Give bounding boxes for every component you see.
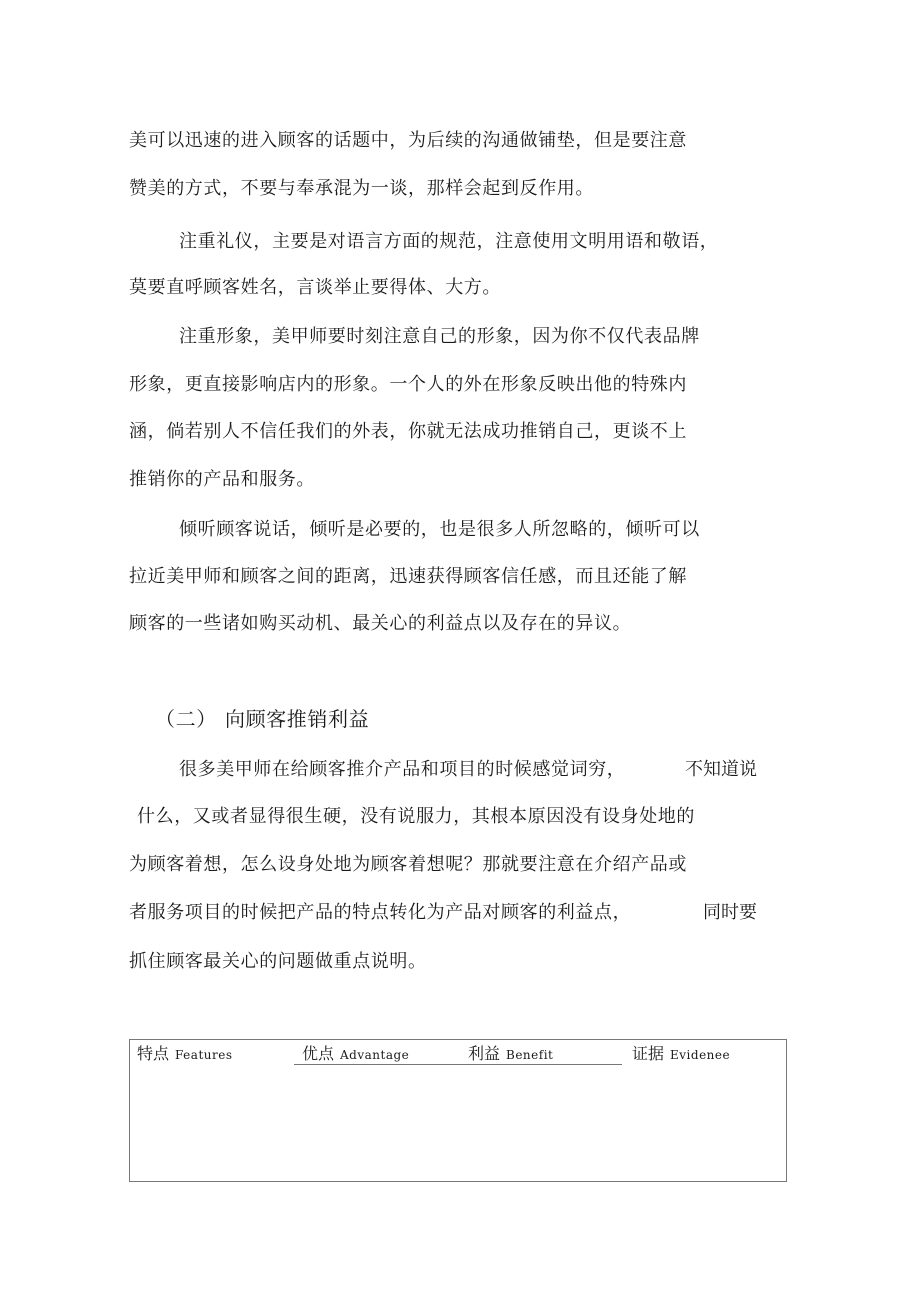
column-label-cn: 证据: [632, 1044, 665, 1063]
section-heading: [155, 706, 369, 732]
column-label-en: Features: [175, 1048, 233, 1062]
fab-column-evidence: [632, 1044, 730, 1065]
paragraph-line: 美可以迅速的进入顾客的话题中，为后续的沟通做铺垫，但是要注意: [129, 130, 687, 151]
paragraph-line: 形象，更直接影响店内的形象。一个人的外在形象反映出他的特殊内: [129, 374, 687, 395]
paragraph-line: 涵，倘若别人不信任我们的外表，你就无法成功推销自己，更谈不上: [129, 421, 687, 442]
paragraph-line: 倾听顾客说话，倾听是必要的，也是很多人所忽略的，倾听可以: [179, 519, 700, 540]
fab-column-advantage: [302, 1044, 409, 1065]
fab-column-features: [137, 1044, 233, 1065]
section-number: （二）: [155, 707, 217, 731]
paragraph-line: 注重形象，美甲师要时刻注意自己的形象，因为你不仅代表品牌: [179, 326, 700, 347]
paragraph-line-tail: 不知道说: [685, 759, 757, 780]
section-title: 向顾客推销利益: [225, 707, 370, 731]
paragraph-line: 者服务项目的时候把产品的特点转化为产品对顾客的利益点，: [129, 902, 632, 923]
column-label-en: Benefit: [506, 1048, 554, 1062]
fab-table: [129, 1039, 787, 1182]
paragraph-line: 莫要直呼顾客姓名，言谈举止要得体、大方。: [129, 277, 501, 298]
paragraph-line: 抓住顾客最关心的问题做重点说明。: [129, 951, 427, 972]
paragraph-line: 拉近美甲师和顾客之间的距离，迅速获得顾客信任感，而且还能了解: [129, 566, 687, 587]
column-label-cn: 利益: [468, 1044, 501, 1063]
column-label-cn: 优点: [302, 1044, 335, 1063]
paragraph-line: 推销你的产品和服务。: [129, 469, 315, 490]
paragraph-line: 注重礼仪，主要是对语言方面的规范，注意使用文明用语和敬语，: [179, 231, 719, 252]
paragraph-line: 顾客的一些诸如购买动机、最关心的利益点以及存在的异议。: [129, 613, 632, 634]
paragraph-line: 什么，又或者显得很生硬，没有说服力，其根本原因没有设身处地的: [137, 806, 695, 827]
column-label-cn: 特点: [137, 1044, 170, 1063]
header-underline: [294, 1064, 622, 1065]
fab-column-benefit: [468, 1044, 553, 1065]
paragraph-line-tail: 同时要: [703, 902, 757, 923]
column-label-en: Evidenee: [670, 1048, 731, 1062]
paragraph-line: 很多美甲师在给顾客推介产品和项目的时候感觉词穷，: [179, 759, 626, 780]
paragraph-line: 赞美的方式，不要与奉承混为一谈，那样会起到反作用。: [129, 178, 594, 199]
column-label-en: Advantage: [340, 1048, 410, 1062]
paragraph-line: 为顾客着想，怎么设身处地为顾客着想呢？那就要注意在介绍产品或: [129, 854, 687, 875]
